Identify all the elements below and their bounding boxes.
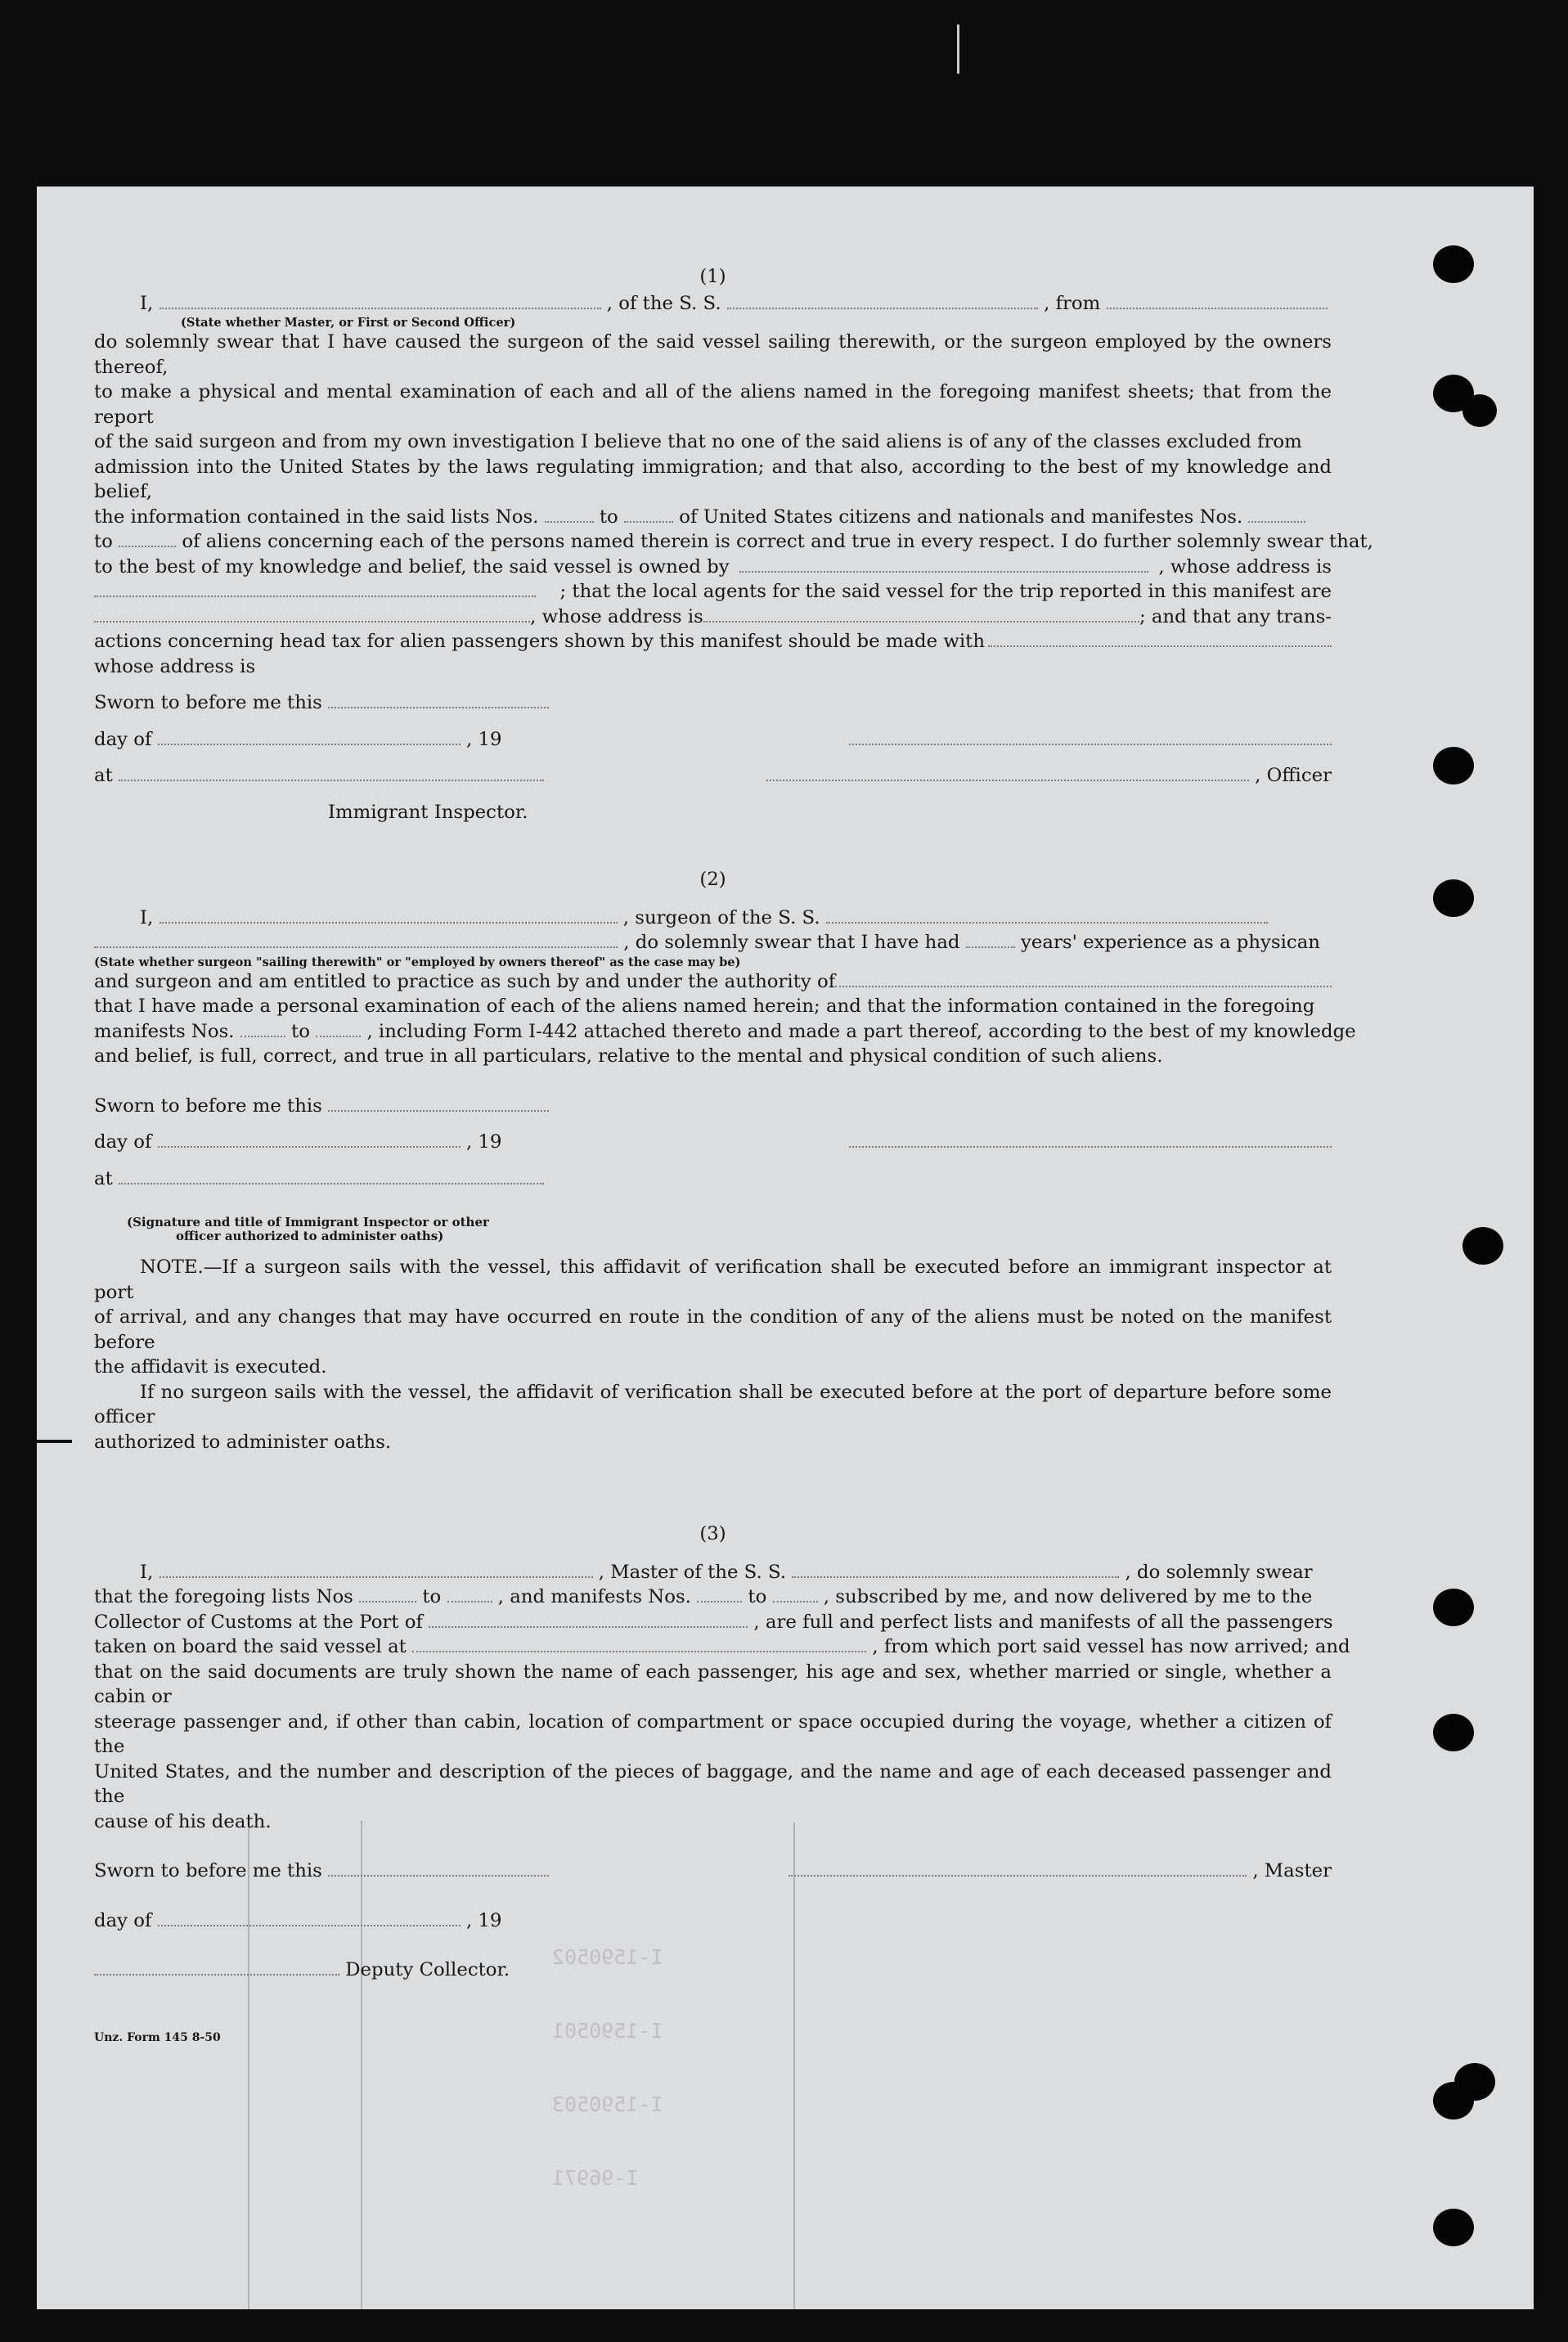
form-identifier: Unz. Form 145 8-50 (94, 2030, 221, 2044)
section-2-body: that I have made a personal examination of each of the aliens named herein; and that the information contained in the foregoing (94, 996, 1315, 1017)
section-2-belief-line: and belief, is full, correct, and true in all particulars, relative to the mental and physical condition of such aliens. (94, 1045, 1163, 1067)
section-3-body: that on the said documents are truly shown the name of each passenger, his age and sex, whether married or single, whether a cabin or steerage passenger and, if other than cabin, location of compartment or space occupied during the voyage, whether a citizen of the United States, and the number and description of the pieces of baggage, and the name and age of each deceased passenger and the cause of his death. (94, 1661, 1332, 1832)
section-3-line-3: Collector of Customs at the Port of , are full and perfect lists and manifests of all the passengers (94, 1611, 1333, 1633)
scan-mark (957, 25, 959, 74)
section-2-manifests-line: manifests Nos. to , including Form I-442 attached thereto and made a part thereof, according to the best of my knowledge (94, 1020, 1356, 1042)
section-1-aliens-line: to of aliens concerning each of the persons named therein is correct and true in every respect. I do further solemnly swear that, (94, 531, 1373, 552)
section-2-line-2: , do solemnly swear that I have had years' experience as a physican (94, 930, 1332, 955)
section-1-whose-line: whose address is (94, 655, 256, 677)
section-1-sworn: Sworn to before me this (94, 690, 1332, 716)
bleed-through-text: I-1590501 (552, 2019, 663, 2043)
section-1-caption: (State whether Master, or First or Second Officer) (181, 316, 516, 330)
section-1-address-line: , whose address is ; and that any trans- (94, 605, 1332, 630)
section-1-line-1: I, , of the S. S. , from (94, 291, 1332, 317)
section-2-number: (2) (699, 869, 726, 890)
section-3-number: (3) (699, 1523, 726, 1544)
punch-hole (1433, 245, 1474, 283)
punch-hole (1433, 1589, 1474, 1626)
punch-hole (1433, 2209, 1474, 2246)
section-1-day-line: day of , 19 (94, 727, 1332, 753)
affidavit-form (94, 264, 1373, 2050)
section-1-body: do solemnly swear that I have caused the surgeon of the said vessel sailing therewith, or the surgeon employed by the owners thereof, to make a physical and mental examination of each and all of the aliens named in the foregoing manifest sheets; that from the report of the said surgeon and from my own investigation I believe that no one of the said aliens is of any of the classes excluded from admission into the United States by the laws regulating immigration; and that also, according to the best of my knowledge and belief, (94, 331, 1332, 502)
bleed-through-text: I-96971 (552, 2166, 639, 2190)
bleed-through-text: I-1590503 (552, 2093, 663, 2116)
section-1-owned-line: to the best of my knowledge and belief, the said vessel is owned by , whose address is (94, 555, 1332, 578)
section-2-signature-caption: (Signature and title of Immigrant Inspector or other officer authorized to administer oaths) (127, 1215, 489, 1243)
punch-hole (1433, 879, 1474, 917)
section-2-caption: (State whether surgeon "sailing therewith" or "employed by owners thereof" as the case may be) (94, 955, 741, 969)
section-3-day-line: day of , 19 (94, 1909, 502, 1931)
punch-hole (1462, 394, 1497, 427)
section-3-line-2: that the foregoing lists Nos to , and manifests Nos. to , subscribed by me, and now delivered by me to the (94, 1586, 1313, 1607)
section-1-inspector: Immigrant Inspector. (328, 801, 528, 823)
section-3-line-4: taken on board the said vessel at , from which port said vessel has now arrived; and (94, 1636, 1350, 1657)
note-block: NOTE.—If a surgeon sails with the vessel, this affidavit of verification shall be executed before an immigrant inspector at port of arrival, and any changes that may have occurred en route in the condition of any of the aliens must be noted on the manifest before the affidavit is executed. If no surgeon sails with the vessel, the affidavit of verification shall be executed before at the port of departure before some officer authorized to administer oaths. (94, 1256, 1332, 1453)
section-3-deputy-line: Deputy Collector. (94, 1958, 1332, 1983)
surgeon-signature-line[interactable] (849, 1131, 1332, 1148)
section-1-agents-line: ; that the local agents for the said vessel for the trip reported in this manifest are (94, 579, 1332, 605)
section-2-line-1: I, , surgeon of the S. S. (94, 906, 1332, 931)
punch-hole (1462, 1227, 1503, 1265)
section-1-actions-line: actions concerning head tax for alien passengers shown by this manifest should be made with (94, 629, 1332, 654)
section-2-sworn: Sworn to before me this (94, 1094, 1332, 1119)
section-1-lists-line: the information contained in the said lists Nos. to of United States citizens and nationals and manifestes Nos. (94, 505, 1332, 530)
officer-signature-line[interactable] (849, 729, 1332, 745)
section-3-sworn-line: Sworn to before me this , Master (94, 1860, 1332, 1881)
section-2-day-line: day of , 19 (94, 1130, 1332, 1155)
scan-mark (34, 1440, 72, 1443)
document-page (37, 187, 1534, 2309)
punch-hole (1433, 2082, 1474, 2119)
section-1-number: (1) (699, 266, 726, 287)
section-2-at-line: at (94, 1167, 1332, 1192)
punch-hole (1433, 1714, 1474, 1751)
section-3-line-1: I, , Master of the S. S. , do solemnly swear (140, 1561, 1313, 1583)
section-1-at-line: at , Officer (94, 765, 1332, 786)
bleed-through-text: I-1590502 (552, 1945, 663, 1969)
master-signature-line[interactable] (788, 1862, 1247, 1877)
punch-hole (1433, 747, 1474, 784)
section-2-authority-line: and surgeon and am entitled to practice as such by and under the authority of (94, 969, 1332, 995)
